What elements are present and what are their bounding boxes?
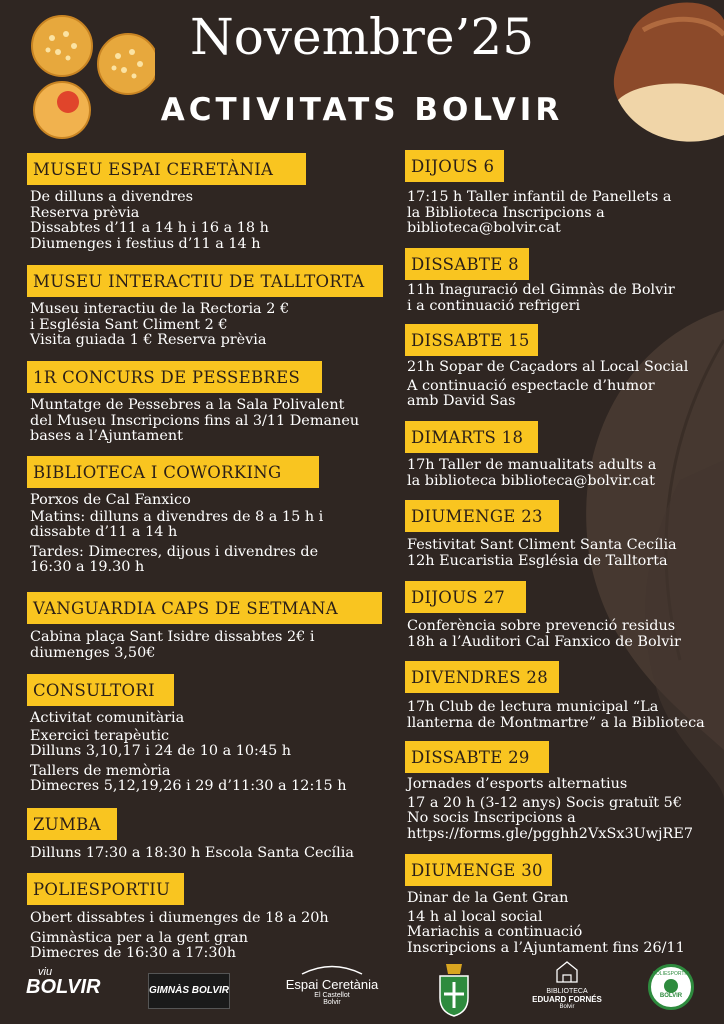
section-label-museu-espai: MUSEU ESPAI CERETÀNIA <box>27 153 306 185</box>
page-subtitle: ACTIVITATS BOLVIR <box>160 92 564 128</box>
section-text-diumenge-23: Festivitat Sant Climent Santa Cecília 12h Eucaristia Església de Talltorta <box>407 537 677 569</box>
section-label-museu-interactiu: MUSEU INTERACTIU DE TALLTORTA <box>27 265 383 297</box>
section-text-divendres-28: 17h Club de lectura municipal “La llanterna de Montmartre” a la Biblioteca <box>407 699 705 731</box>
section-label-divendres-28: DIVENDRES 28 <box>405 661 559 693</box>
section-label-dijous-27: DIJOUS 27 <box>405 581 526 613</box>
logo-poliesportiu-bolvir: POLIESPORTIU BOLVIR <box>648 964 694 1010</box>
section-text-biblioteca: Porxos de Cal Fanxico Matins: dilluns a divendres de 8 a 15 h i dissabte d’11 a 14 h Tardes: Dimecres, dijous i divendres de 16:30 a 19.30 h <box>30 492 324 575</box>
section-text-museu-espai: De dilluns a divendres Reserva prèvia Dissabtes d’11 a 14 h i 16 a 18 h Diumenges i festius d’11 a 14 h <box>30 189 269 252</box>
logo-espai-ceretania: Espai Ceretània El Castellot Bolvir <box>282 960 382 1016</box>
section-label-diumenge-30: DIUMENGE 30 <box>405 854 552 886</box>
logo-viu-bolvir: viu BOLVIR <box>26 966 101 998</box>
section-label-biblioteca: BIBLIOTECA I COWORKING <box>27 456 319 488</box>
church-icon <box>532 960 602 984</box>
logo-biblioteca-eduard-fornes: BIBLIOTECA EDUARD FORNÉS Bolvir <box>532 960 602 1016</box>
section-label-poliesportiu: POLIESPORTIU <box>27 873 184 905</box>
section-text-museu-interactiu: Museu interactiu de la Rectoria 2 € i Església Sant Climent 2 € Visita guiada 1 € Reserva prèvia <box>30 301 290 348</box>
section-text-consultori: Activitat comunitària Exercici terapèutic Dilluns 3,10,17 i 24 de 10 a 10:45 h Tallers de memòria Dimecres 5,12,19,26 i 29 d’11:30 a 12:15 h <box>30 710 347 794</box>
section-text-pessebres: Muntatge de Pessebres a la Sala Polivalent del Museu Inscripcions fins al 3/11 Demaneu bases a l’Ajuntament <box>30 397 360 444</box>
ball-icon <box>664 979 678 993</box>
section-text-dijous-27: Conferència sobre prevenció residus 18h a l’Auditori Cal Fanxico de Bolvir <box>407 618 681 650</box>
section-text-diumenge-30: Dinar de la Gent Gran 14 h al local social Mariachis a continuació Inscripcions a l’Ajuntament fins 26/11 <box>407 890 685 956</box>
section-text-poliesportiu: Obert dissabtes i diumenges de 18 a 20h Gimnàstica per a la gent gran Dimecres de 16:30 a 17:30h <box>30 910 329 961</box>
section-text-dissabte-15: 21h Sopar de Caçadors al Local Social A continuació espectacle d’humor amb David Sas <box>407 359 689 409</box>
section-label-consultori: CONSULTORI <box>27 674 174 706</box>
section-label-dissabte-8: DISSABTE 8 <box>405 248 529 280</box>
section-label-dissabte-15: DISSABTE 15 <box>405 324 538 356</box>
section-text-zumba: Dilluns 17:30 a 18:30 h Escola Santa Cecília <box>30 845 354 861</box>
section-label-dimarts-18: DIMARTS 18 <box>405 421 538 453</box>
section-label-vanguardia: VANGUARDIA CAPS DE SETMANA <box>27 592 382 624</box>
section-text-dissabte-29: Jornades d’esports alternatius 17 a 20 h (3-12 anys) Socis gratuït 5€ No socis Inscripcions a https://forms.gle/pgghh2VxSx3UwjRE7 <box>407 776 693 842</box>
logo-ajuntament-shield <box>434 960 474 1016</box>
section-text-vanguardia: Cabina plaça Sant Isidre dissabtes 2€ i diumenges 3,50€ <box>30 629 315 661</box>
logo-gimnas-bolvir: GIMNÀS BOLVIR <box>148 973 230 1009</box>
section-label-pessebres: 1R CONCURS DE PESSEBRES <box>27 361 322 393</box>
section-text-dimarts-18: 17h Taller de manualitats adults a la biblioteca biblioteca@bolvir.cat <box>407 457 657 489</box>
section-label-zumba: ZUMBA <box>27 808 117 840</box>
page-title: Novembre’25 <box>189 8 535 66</box>
section-label-dijous-6: DIJOUS 6 <box>405 150 504 182</box>
coat-of-arms-icon <box>434 960 474 1018</box>
section-text-dijous-6: 17:15 h Taller infantil de Panellets a la Biblioteca Inscripcions a biblioteca@bolvir.cat <box>407 189 672 236</box>
section-label-diumenge-23: DIUMENGE 23 <box>405 500 559 532</box>
section-label-dissabte-29: DISSABTE 29 <box>405 741 549 773</box>
castle-icon <box>282 961 382 975</box>
section-text-dissabte-8: 11h Inaguració del Gimnàs de Bolvir i a continuació refrigeri <box>407 282 675 314</box>
